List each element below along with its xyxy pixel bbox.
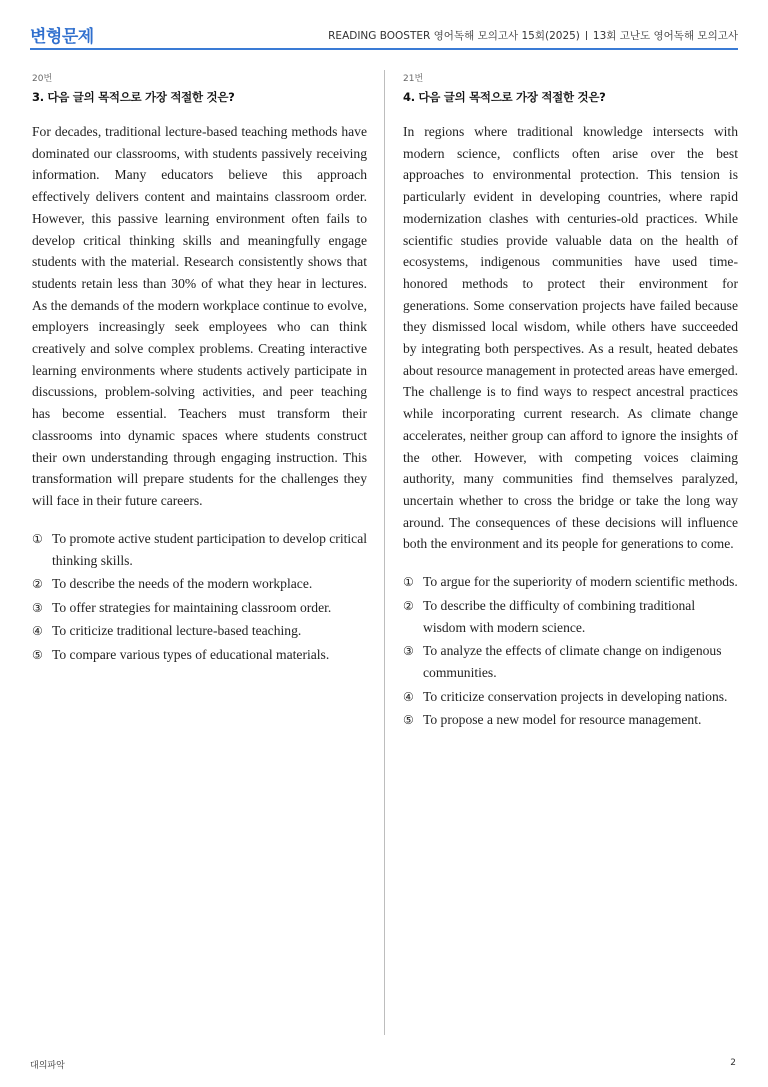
exam-title: 13회 고난도 영어독해 모의고사 [592,30,738,42]
source-title: READING BOOSTER 영어독해 모의고사 15회(2025) [328,30,580,42]
option-text: To offer strategies for maintaining classroom order. [52,599,332,615]
answer-option[interactable] [403,571,738,593]
answer-option[interactable] [403,640,738,684]
page-header [30,18,738,50]
question-title: 4. 다음 글의 목적으로 가장 적절한 것은? [403,90,606,104]
option-text: To criticize conservation projects in developing nations. [423,688,728,704]
question-number: 21번 [403,74,424,84]
option-text: To promote active student participation to develop critical thinking skills. [52,530,367,568]
option-marker: ④ [403,689,414,704]
option-text: To analyze the effects of climate change on indigenous communities. [423,643,722,681]
option-text: To describe the needs of the modern workplace. [52,576,313,592]
answer-option[interactable] [32,573,367,595]
question-passage: For decades, traditional lecture-based teaching methods have dominated our classrooms, with students passively receiving information. Many educators believe this approach effectively delivers content and maintains classroom order. However, this passive learning environment often fails to develop critical thinking skills and meaningfully engage students with the material. Research consistently shows that students retain less than 30% of what they hear in lectures. As the demands of the modern workplace continue to evolve, employers increasingly seek employees who can think creatively and solve complex problems. Creating interactive learning environments where students actively participate in discussions, problem-solving activities, and peer teaching has become essential. Teachers must transform their classrooms into dynamic spaces where students construct their own understanding through engaging instruction. This transformation will prepare students for the challenges they will face in their future careers. [32,124,367,508]
question-column-right [403,72,738,733]
option-marker: ⑤ [403,713,414,728]
option-text: To argue for the superiority of modern scientific methods. [423,574,738,590]
answer-option[interactable] [32,528,367,572]
column-divider [384,70,385,1035]
answer-option[interactable] [32,644,367,666]
question-title: 3. 다음 글의 목적으로 가장 적절한 것은? [32,90,235,104]
option-marker: ⑤ [32,647,43,662]
option-marker: ③ [32,600,43,615]
answer-options [32,528,367,666]
answer-option[interactable] [32,597,367,619]
option-marker: ③ [403,644,414,659]
option-marker: ① [32,531,43,546]
question-passage: In regions where traditional knowledge intersects with modern science, conflicts often arise over the best approaches to environmental protection. This tension is particularly evident in developing countries, where rapid modernization clashes with centuries-old practices. While scientific studies provide valuable data on the health of ecosystems, indigenous communities have used time-honored methods to protect their environment for generations. Some conservation projects have failed because they dismissed local wisdom, while others have succeeded by integrating both perspectives. As a result, heated debates about resource management in protected areas have emerged. The challenge is to find ways to respect ancestral practices while incorporating current research. As climate change accelerates, neither group can afford to ignore the insights of the other. However, with competing voices claiming authority, many communities find themselves paralyzed, uncertain whether to cross the bridge or take the long way around. The consequences of these decisions will influence both the environment and its people for generations to come. [403,124,738,552]
page-number: 2 [730,1058,736,1068]
answer-option[interactable] [403,595,738,639]
question-column-left [32,72,367,667]
option-marker: ② [403,598,414,613]
answer-option[interactable] [32,620,367,642]
header-source [328,28,738,43]
option-marker: ④ [32,624,43,639]
section-logo: 변형문제 [30,27,94,47]
header-separator [586,31,587,40]
option-marker: ① [403,575,414,590]
option-text: To describe the difficulty of combining traditional wisdom with modern science. [423,597,696,635]
option-text: To propose a new model for resource management. [423,712,702,728]
question-number: 20번 [32,74,53,84]
footer-category: 대의파악 [30,1061,65,1071]
answer-option[interactable] [403,709,738,731]
option-marker: ② [32,577,43,592]
answer-option[interactable] [403,686,738,708]
option-text: To compare various types of educational materials. [52,646,330,662]
answer-options [403,571,738,731]
option-text: To criticize traditional lecture-based teaching. [52,623,302,639]
